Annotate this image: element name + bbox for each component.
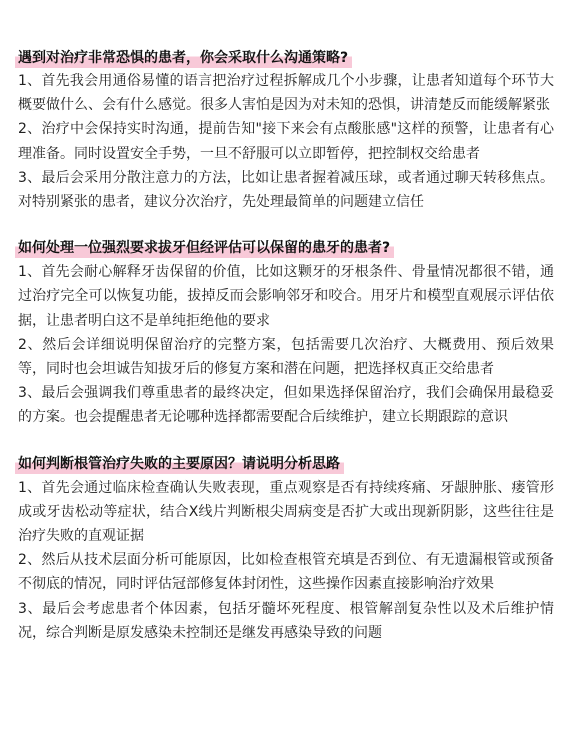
answer-item: 3、最后会强调我们尊重患者的最终决定，但如果选择保留治疗，我们会确保用最稳妥的方案。也会提醒患者无论哪种选择都需要配合后续维护，建立长期跟踪的意识 — [18, 385, 554, 426]
qa-section-2 — [15, 236, 554, 429]
question-row — [15, 236, 554, 260]
qa-section-3 — [15, 452, 554, 645]
question-row — [15, 46, 554, 70]
answer-list — [15, 476, 554, 645]
answer-list — [15, 260, 554, 429]
qa-section-1 — [15, 46, 554, 214]
answer-item: 3、最后会采用分散注意力的方法，比如让患者握着减压球，或者通过聊天转移焦点。对特别紧张的患者，建议分次治疗，先处理最简单的问题建立信任 — [18, 169, 554, 211]
question-heading: 如何处理一位强烈要求拔牙但经评估可以保留的患牙的患者? — [15, 238, 394, 258]
answer-item: 2、然后会详细说明保留治疗的完整方案，包括需要几次治疗、大概费用、预后效果等，同时也会坦诚告知拔牙后的修复方案和潜在问题，把选择权真正交给患者 — [18, 336, 554, 378]
answer-item: 1、首先会耐心解释牙齿保留的价值，比如这颗牙的牙根条件、骨量情况都很不错，通过治疗完全可以恢复功能，拔掉反而会影响邻牙和咬合。用牙片和模型直观展示评估依据，让患者明白这不是单纯拒绝他的要求 — [18, 264, 554, 329]
question-row — [15, 452, 554, 476]
question-heading: 如何判断根管治疗失败的主要原因？请说明分析思路 — [15, 454, 344, 474]
answer-item: 1、首先会通过临床检查确认失败表现，重点观察是否有持续疼痛、牙龈肿胀、瘘管形成或牙齿松动等症状，结合X线片判断根尖周病变是否扩大或出现新阴影，这些往往是治疗失败的直观证据 — [18, 479, 554, 545]
answer-item: 3、最后会考虑患者个体因素，包括牙髓坏死程度、根管解剖复杂性以及术后维护情况，综合判断是原发感染未控制还是继发再感染导致的问题 — [18, 600, 554, 641]
answer-item: 1、首先我会用通俗易懂的语言把治疗过程拆解成几个小步骤，让患者知道每个环节大概要做什么、会有什么感觉。很多人害怕是因为对未知的恐惧，讲清楚反而能缓解紧张 — [18, 73, 554, 114]
question-heading: 遇到对治疗非常恐惧的患者，你会采取什么沟通策略? — [15, 48, 352, 68]
answer-list — [15, 69, 554, 214]
answer-item: 2、然后从技术层面分析可能原因，比如检查根管充填是否到位、有无遗漏根管或预备不彻底的情况，同时评估冠部修复体封闭性，这些操作因素直接影响治疗效果 — [18, 552, 554, 593]
answer-item: 2、治疗中会保持实时沟通，提前告知"接下来会有点酸胀感"这样的预警，让患者有心理准备。同时设置安全手势，一旦不舒服可以立即暂停，把控制权交给患者 — [18, 121, 554, 162]
